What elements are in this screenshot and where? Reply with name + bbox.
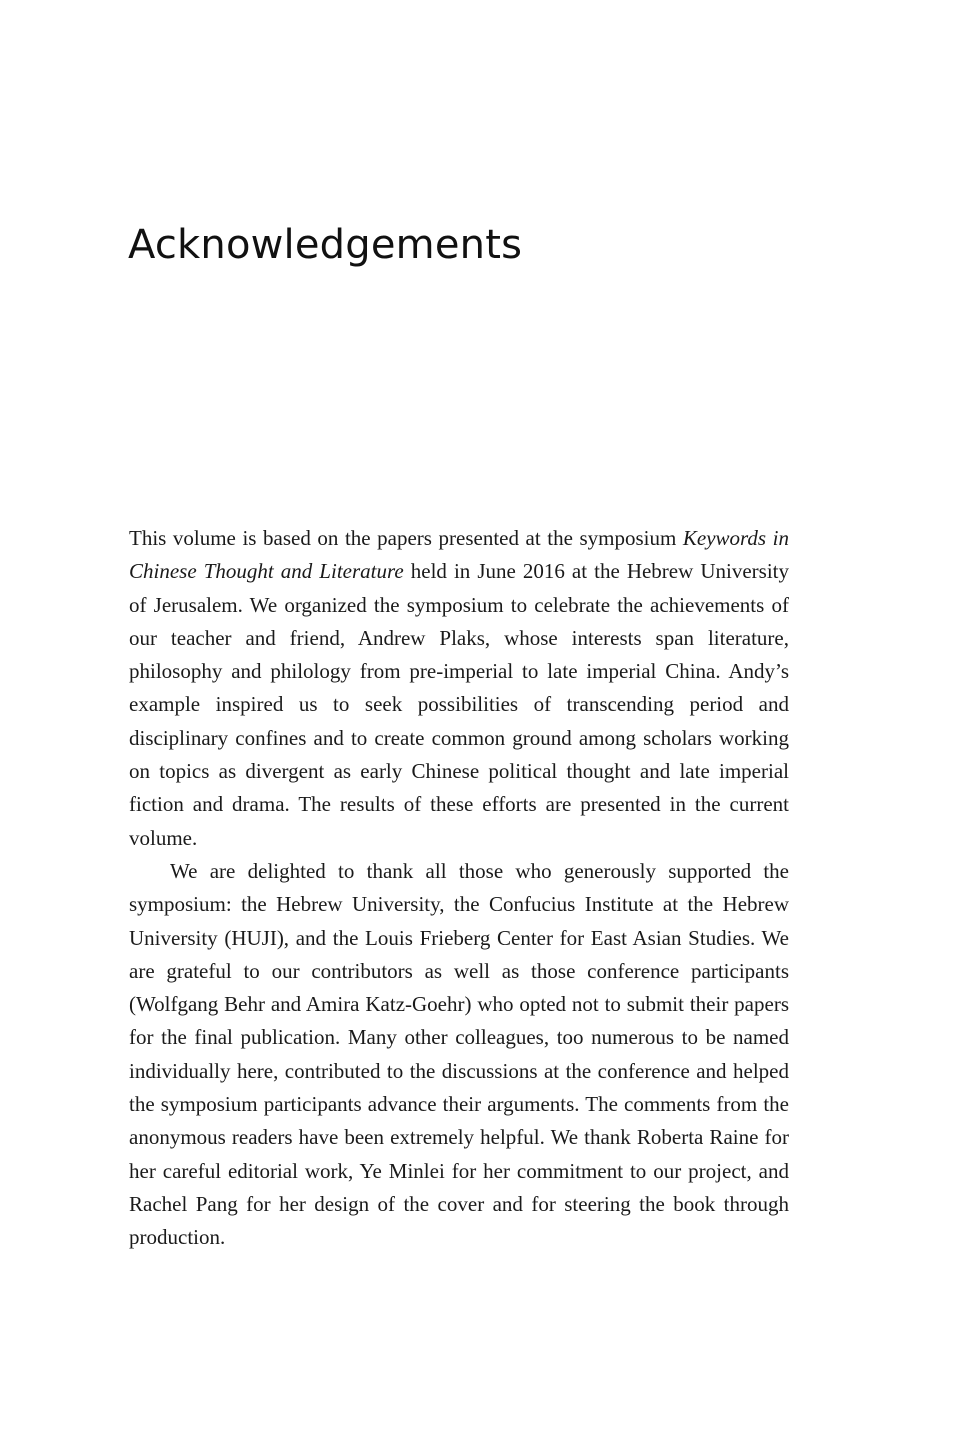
- paragraph-intro-text-end: held in June 2016 at the Hebrew University of Jerusalem. We organized the symposium to celebrate the achievements of our teacher and friend, Andrew Plaks, whose interests span literature, philosophy and philology from pre-imperial to late imperial China. Andy’s example inspired us to seek possibilities of transcending period and disciplinary confines and to create common ground among scholars working on topics as divergent as early Chinese political thought and late imperial fiction and drama. The results of these efforts are presented in the current volume.: [129, 559, 789, 850]
- symposium-title: Keywords in Chinese Thought and Literature: [129, 526, 789, 584]
- paragraph-thanks: We are delighted to thank all those who generously supported the symposium: the Hebrew University, the Confucius Institute at the Hebrew University (HUJI), and the Louis Frieberg Center for East Asian Studies. We are grateful to our contributors as well as those conference participants (Wolfgang Behr and Amira Katz-Goehr) who opted not to submit their papers for the final publication. Many other colleagues, too numerous to be named individually here, contributed to the discussions at the conference and helped the symposium participants advance their arguments. The comments from the anonymous readers have been extremely helpful. We thank Roberta Raine for her careful editorial work, Ye Minlei for her commitment to our project, and Rachel Pang for her design of the cover and for steering the book through production.: [129, 858, 789, 1250]
- page-title: Acknowledgements: [128, 222, 523, 268]
- paragraph-intro: [129, 522, 789, 855]
- acknowledgements-body: [129, 522, 789, 1255]
- paragraph-intro-text-start: This volume is based on the papers presented at the symposium: [129, 526, 683, 550]
